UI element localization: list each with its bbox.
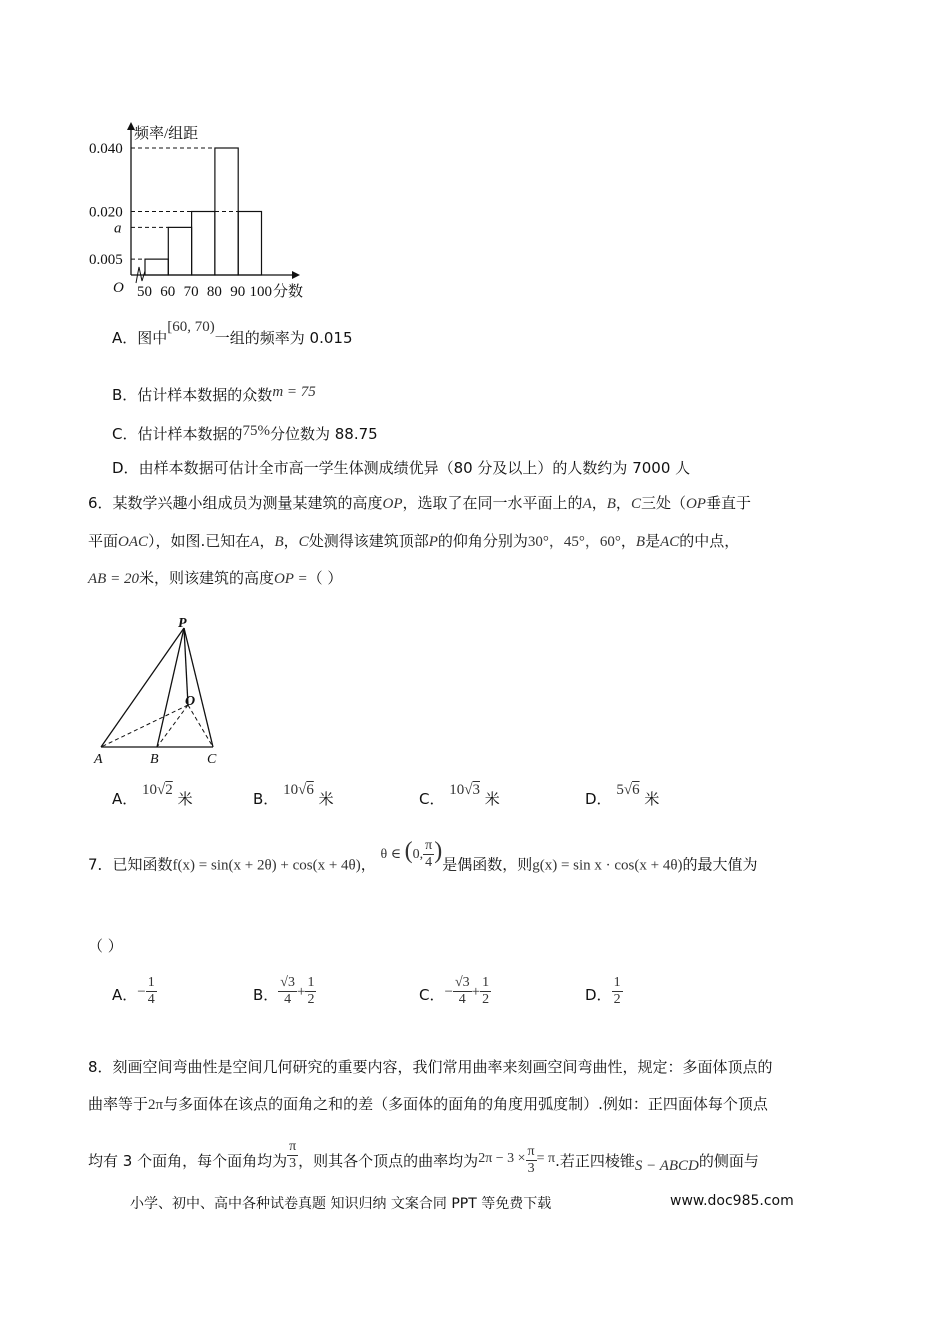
q6-stem-line-1 bbox=[88, 492, 751, 513]
point-p-label: P bbox=[178, 616, 187, 631]
point-o-label: O bbox=[185, 694, 196, 709]
stem-text: 与多面体在该点的面角之和的差（多面体的面角的角度用弧度制）.例如：正四面体每个顶点 bbox=[163, 1095, 768, 1113]
numerator: 1 bbox=[482, 975, 490, 990]
stem-text: 是偶函数，则 bbox=[442, 855, 533, 874]
stem-text: 7．已知函数 bbox=[88, 855, 173, 874]
stem-text: 米，则该建筑的高度 bbox=[138, 569, 274, 587]
fraction bbox=[278, 975, 297, 1008]
x-tick-label: 80 bbox=[206, 284, 222, 300]
denominator: 4 bbox=[425, 855, 433, 870]
edge-pc bbox=[184, 628, 213, 747]
option-text: 分位数为 88.75 bbox=[270, 425, 378, 443]
function-f: f(x) = sin(x + 2θ) + cos(x + 4θ) bbox=[172, 857, 361, 874]
pi-over-3 bbox=[526, 1144, 537, 1177]
math-c: C bbox=[298, 534, 309, 550]
x-axis-arrow bbox=[292, 271, 300, 279]
numerator: π bbox=[289, 1139, 297, 1154]
math-a: A bbox=[582, 496, 592, 512]
x-tick-label: 90 bbox=[230, 284, 246, 300]
q5-option-a bbox=[112, 319, 353, 348]
q7-answer-paren: （ ） bbox=[88, 937, 123, 955]
q8-line-1: 8．刻画空间弯曲性是空间几何研究的重要内容，我们常用曲率来刻画空间弯曲性，规定：多面体顶点的 bbox=[88, 1058, 773, 1076]
q6-stem-line-2 bbox=[88, 530, 739, 551]
denominator: 2 bbox=[613, 992, 621, 1007]
unit: 米 bbox=[177, 790, 193, 808]
denominator: 3 bbox=[527, 1161, 535, 1177]
option-text: 估计样本数据的众数 bbox=[137, 386, 273, 404]
numerator: 1 bbox=[613, 975, 621, 990]
q5-option-b bbox=[112, 384, 316, 405]
stem-text: .若正四棱锥 bbox=[555, 1152, 635, 1170]
two-pi: 2π bbox=[148, 1097, 164, 1113]
stem-text: 三处（ bbox=[640, 494, 686, 512]
fraction bbox=[305, 975, 316, 1008]
edge-pa bbox=[101, 628, 184, 747]
stem-text: 的中点， bbox=[679, 532, 740, 550]
interval-start: 0, bbox=[412, 846, 424, 862]
denominator: 4 bbox=[147, 992, 155, 1007]
option-letter: D． bbox=[112, 459, 139, 477]
y-tick-label: 0.005 bbox=[89, 252, 123, 269]
option-letter: C． bbox=[419, 986, 445, 1004]
plus: + bbox=[471, 984, 481, 1000]
fraction bbox=[453, 975, 472, 1008]
unit: 米 bbox=[484, 790, 500, 808]
y-tick-label: a bbox=[114, 220, 122, 237]
stem-text: ），如图.已知在 bbox=[148, 532, 251, 550]
coefficient: 5 bbox=[616, 782, 624, 798]
math-b: B bbox=[606, 496, 616, 512]
option-letter: C． bbox=[112, 425, 138, 443]
stem-text: 平面 bbox=[88, 532, 119, 550]
fraction bbox=[146, 975, 157, 1008]
math-a: A bbox=[250, 534, 260, 550]
q6-stem-line-3 bbox=[88, 567, 342, 588]
coefficient: 10 bbox=[283, 782, 299, 798]
option-letter: B． bbox=[253, 790, 279, 808]
answer-paren: （ ） bbox=[307, 569, 343, 587]
math-angles: 30°，45°，60° bbox=[527, 534, 621, 550]
footer-text: 小学、初中、高中各种试卷真题 知识归纳 文案合同 PPT 等免费下载 bbox=[130, 1196, 552, 1212]
option-letter: B． bbox=[112, 386, 138, 404]
numerator: √3 bbox=[454, 975, 470, 990]
q6-option-d: D． 5√6 米 bbox=[585, 782, 660, 808]
q8-line-3 bbox=[88, 1139, 759, 1179]
pyramid-name: S − ABCD bbox=[634, 1158, 699, 1174]
math-b: B bbox=[274, 534, 284, 550]
numerator: √3 bbox=[280, 975, 295, 990]
radicand: 3 bbox=[472, 782, 480, 798]
radicand: 2 bbox=[165, 782, 173, 798]
q7-option-d bbox=[585, 975, 623, 1008]
numerator: 1 bbox=[307, 975, 315, 990]
q7-stem: 7．已知函数f(x) = sin(x + 2θ) + cos(x + 4θ)， θ ∈ (0, $\frac{\pi}{4}$ )是偶函数，则g(x) = sin x · cos(x + 4θ)的最大值为 bbox=[88, 837, 758, 874]
denominator: 4 bbox=[458, 992, 466, 1007]
histogram-bar bbox=[145, 259, 168, 275]
fraction bbox=[480, 975, 491, 1008]
point-c-label: C bbox=[207, 752, 217, 767]
histogram-bar bbox=[238, 212, 261, 276]
origin-label: O bbox=[113, 280, 124, 296]
math-p: P bbox=[428, 534, 438, 550]
stem-text: 6．某数学兴趣小组成员为测量某建筑的高度 bbox=[88, 494, 383, 512]
x-tick-label: 50 bbox=[137, 284, 152, 300]
numerator: 1 bbox=[147, 975, 155, 990]
x-tick-label: 60 bbox=[160, 284, 176, 300]
sign: − bbox=[444, 984, 453, 1000]
option-letter: D． bbox=[585, 790, 612, 808]
axis-break bbox=[136, 267, 145, 283]
option-letter: C． bbox=[419, 790, 445, 808]
option-text: 一组的频率为 0.015 bbox=[214, 329, 353, 347]
numerator: π bbox=[425, 838, 433, 853]
q5-option-c bbox=[112, 423, 378, 444]
denominator: 2 bbox=[307, 992, 315, 1007]
y-axis-label: 频率/组距 bbox=[134, 126, 199, 142]
stem-text: ，则其各个顶点的曲率均为 bbox=[298, 1152, 479, 1170]
stem-text: ， bbox=[360, 855, 376, 874]
denominator: 3 bbox=[289, 1156, 297, 1171]
numerator: π bbox=[527, 1144, 535, 1160]
q5-option-d bbox=[112, 457, 690, 478]
y-tick-label: 0.040 bbox=[89, 141, 123, 157]
stem-text: 是 bbox=[645, 532, 661, 550]
pi-over-3 bbox=[287, 1139, 298, 1172]
histogram-bar bbox=[168, 227, 191, 275]
math-b: B bbox=[635, 534, 646, 550]
option-letter: D． bbox=[585, 986, 612, 1004]
stem-text: ， bbox=[591, 494, 607, 512]
footer-url[interactable]: www.doc985.com bbox=[670, 1193, 794, 1209]
math-plane: OAC bbox=[118, 534, 149, 550]
option-letter: A． bbox=[112, 986, 138, 1004]
x-axis-label: 分数 bbox=[273, 284, 304, 300]
radicand: 6 bbox=[306, 782, 314, 798]
option-letter: A． bbox=[112, 790, 138, 808]
curvature-result: = π bbox=[536, 1151, 556, 1166]
stem-text: ， bbox=[615, 494, 631, 512]
stem-text: 均有 3 个面角，每个面角均为 bbox=[88, 1152, 288, 1170]
stem-text: ， bbox=[283, 532, 299, 550]
math-op: OP bbox=[382, 496, 403, 512]
stem-text: ， bbox=[259, 532, 275, 550]
function-g: g(x) = sin x · cos(x + 4θ) bbox=[532, 857, 683, 874]
q7-option-a bbox=[112, 975, 157, 1008]
stem-text: ， bbox=[620, 532, 636, 550]
denominator: 4 bbox=[284, 992, 292, 1007]
interval-math: [60, 70) bbox=[167, 319, 215, 335]
stem-text: 的仰角分别为 bbox=[437, 532, 528, 550]
option-text: 由样本数据可估计全市高一学生体测成绩优异（80 分及以上）的人数约为 7000 人 bbox=[138, 459, 691, 477]
x-tick-label: 100 bbox=[249, 284, 272, 300]
pyramid-figure bbox=[90, 612, 230, 772]
option-letter: A． bbox=[112, 329, 138, 347]
percent-math: 75% bbox=[242, 423, 270, 439]
sign: − bbox=[137, 984, 146, 1000]
option-letter: B． bbox=[253, 986, 279, 1004]
denominator: 2 bbox=[482, 992, 490, 1007]
option-text: 图中 bbox=[137, 329, 168, 347]
option-text: 估计样本数据的 bbox=[137, 425, 243, 443]
curvature-expr: 2π − 3 × bbox=[478, 1151, 526, 1166]
math-ac: AC bbox=[660, 534, 680, 550]
dashed-oa bbox=[101, 705, 188, 747]
q7-option-c bbox=[419, 975, 491, 1008]
histogram-bar bbox=[192, 212, 215, 276]
radicand: 6 bbox=[632, 782, 640, 798]
coefficient: 10 bbox=[449, 782, 465, 798]
stem-text: ，选取了在同一水平面上的 bbox=[402, 494, 583, 512]
plus: + bbox=[296, 984, 306, 1000]
point-b-label: B bbox=[150, 752, 159, 767]
y-tick-label: 0.020 bbox=[89, 204, 123, 221]
stem-text: 垂直于 bbox=[705, 494, 751, 512]
q6-option-a: A． 10√2 米 bbox=[112, 782, 193, 808]
stem-text: 处测得该建筑顶部 bbox=[308, 532, 429, 550]
pi-over-4 bbox=[423, 838, 434, 871]
stem-text: 的最大值为 bbox=[682, 855, 758, 874]
theta-domain: θ ∈ bbox=[380, 846, 402, 862]
stem-text: 曲率等于 bbox=[88, 1095, 149, 1113]
point-a-label: A bbox=[94, 752, 103, 767]
fraction bbox=[612, 975, 623, 1008]
mode-math: m = 75 bbox=[272, 384, 316, 400]
stem-text: 的侧面与 bbox=[698, 1152, 759, 1170]
frequency-histogram bbox=[80, 118, 320, 308]
coefficient: 10 bbox=[142, 782, 158, 798]
dashed-oc bbox=[188, 705, 213, 747]
unit: 米 bbox=[318, 790, 334, 808]
x-tick-label: 70 bbox=[183, 284, 199, 300]
math-ab: AB = 20 bbox=[88, 571, 139, 587]
q6-option-b: B． 10√6 米 bbox=[253, 782, 334, 808]
unit: 米 bbox=[644, 790, 660, 808]
math-op: OP = bbox=[273, 571, 308, 587]
q6-option-c: C． 10√3 米 bbox=[419, 782, 500, 808]
math-c: C bbox=[630, 496, 641, 512]
math-op: OP bbox=[685, 496, 706, 512]
histogram-marks bbox=[89, 122, 300, 300]
q7-option-b bbox=[253, 975, 316, 1008]
q8-line-2 bbox=[88, 1093, 768, 1114]
